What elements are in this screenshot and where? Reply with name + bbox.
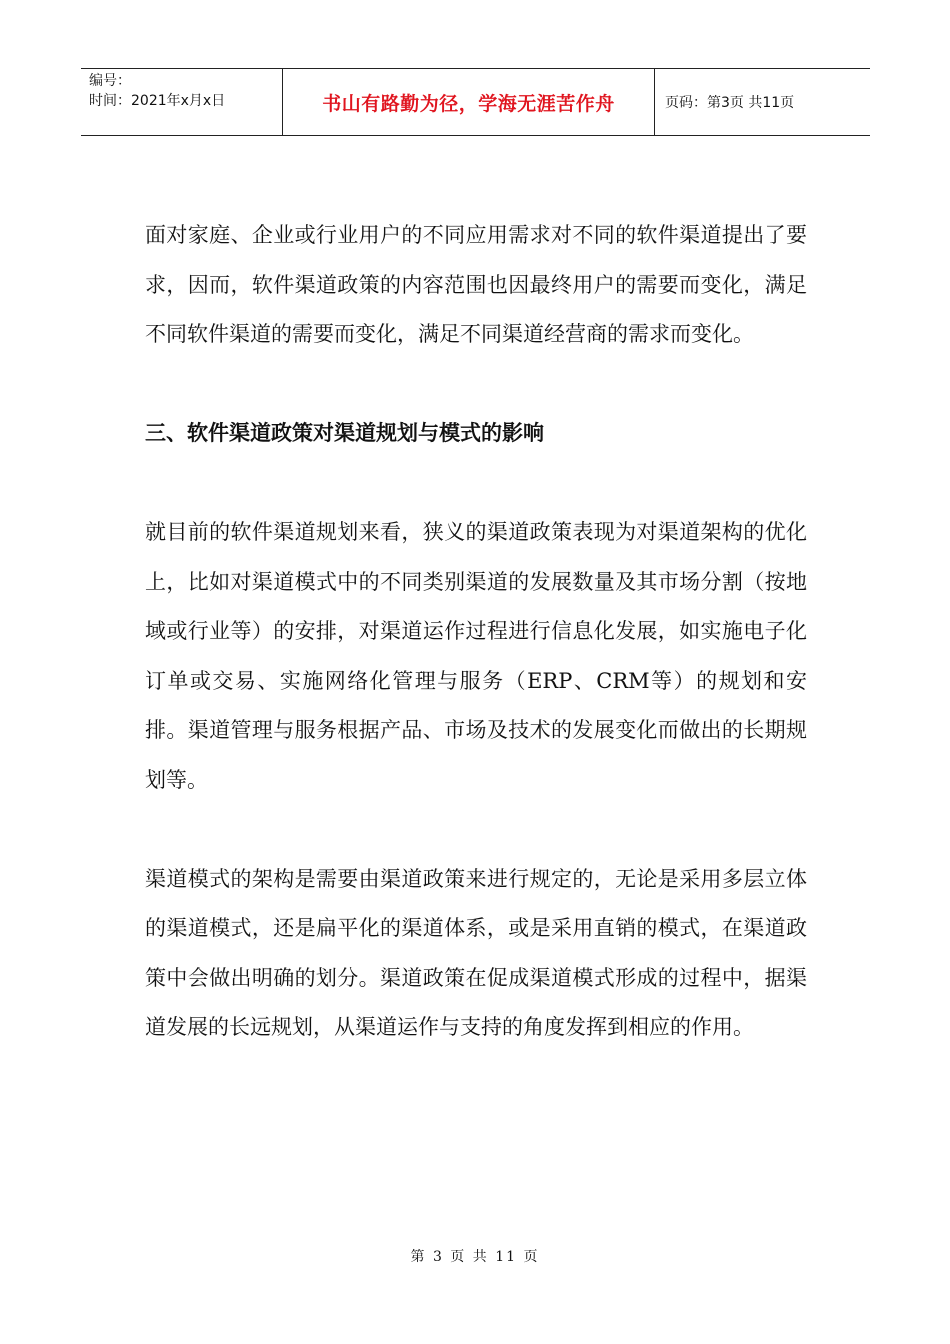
page-header	[81, 68, 870, 136]
paragraph-2: 就目前的软件渠道规划来看，狭义的渠道政策表现为对渠道架构的优化上，比如对渠道模式中的不同类别渠道的发展数量及其市场分割（按地域或行业等）的安排，对渠道运作过程进行信息化发展，如实施电子化订单或交易、实施网络化管理与服务（ERP、CRM等）的规划和安排。渠道管理与服务根据产品、市场及技术的发展变化而做出的长期规划等。	[145, 520, 807, 792]
document-body	[145, 211, 807, 1053]
header-page-info: 页码：第3页 共11页	[665, 95, 795, 111]
paragraph-3: 渠道模式的架构是需要由渠道政策来进行规定的，无论是采用多层立体的渠道模式，还是扁平化的渠道体系，或是采用直销的模式，在渠道政策中会做出明确的划分。渠道政策在促成渠道模式形成的过程中，据渠道发展的长远规划，从渠道运作与支持的角度发挥到相应的作用。	[145, 866, 807, 1039]
paragraph-1: 面对家庭、企业或行业用户的不同应用需求对不同的软件渠道提出了要求，因而，软件渠道政策的内容范围也因最终用户的需要而变化，满足不同软件渠道的需要而变化，满足不同渠道经营商的需求而变化。	[145, 223, 807, 346]
doc-date-label: 时间：2021年x月x日	[89, 93, 226, 109]
header-meta	[81, 69, 282, 135]
page-footer: 第 3 页 共 11 页	[410, 1249, 540, 1265]
header-motto: 书山有路勤为径，学海无涯苦作舟	[282, 69, 655, 135]
section-heading: 三、软件渠道政策对渠道规划与模式的影响	[145, 421, 544, 445]
doc-number-label: 编号：	[89, 73, 131, 89]
